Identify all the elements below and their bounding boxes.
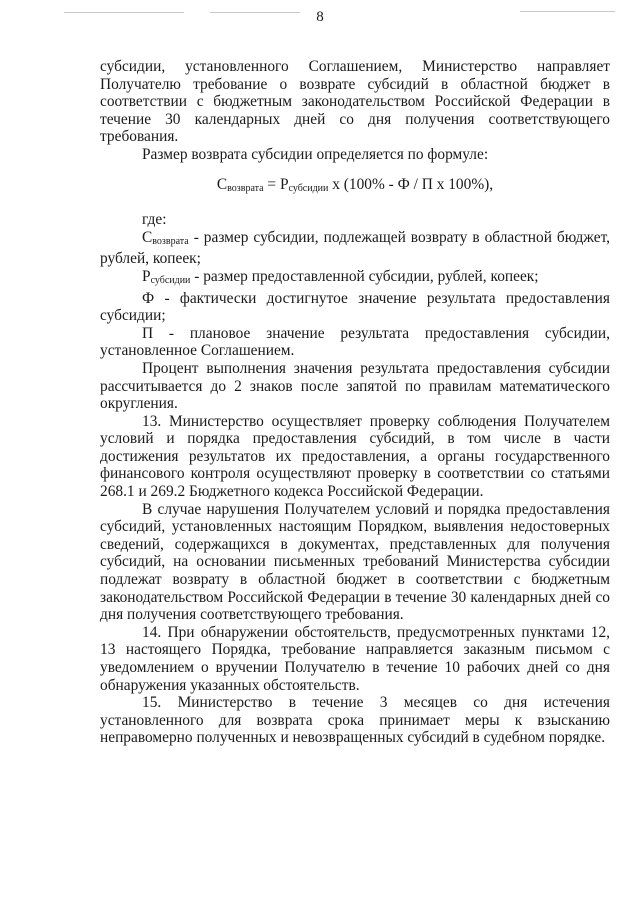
formula-p-subscript: субсидии — [288, 182, 329, 194]
paragraph-return-requirement: субсидии, установленного Соглашением, Министерство направляет Получателю требование о возврате субсидий в областной бюджет в соответствии с бюджетным законодательством Российской Федерации в течение 30 календарных дней со дня получения соответствующего требования. — [100, 58, 610, 146]
definition-f: Ф - фактически достигнутое значение результата предоставления субсидии; — [100, 289, 610, 325]
formula-rest: х (100% - Ф / П х 100%), — [328, 175, 494, 193]
definition-plan: П - плановое значение результата предоставления субсидии, установленное Соглашением. — [100, 324, 610, 360]
definition-p-symbol: Р — [142, 267, 151, 285]
definition-c-subscript: возврата — [152, 235, 189, 247]
formula-lhs-subscript: возврата — [227, 182, 264, 194]
formula-p: Р — [279, 175, 289, 193]
paragraph-violation: В случае нарушения Получателем условий и порядка предоставления субсидий, установленных настоящим Порядком, выявления недостоверных сведений, содержащихся в документах, представленных для получения субсидий, на основании письменных требований Министерства субсидии подлежат возврату в областной бюджет в соответствии с бюджетным законодательством Российской Федерации в течение 30 календарных дней со дня получения соответствующего требования. — [100, 500, 610, 624]
paragraph-percent-calculation: Процент выполнения значения результата предоставления субсидии рассчитывается до 2 знаков после запятой по правилам математического округления. — [100, 359, 610, 413]
formula-equals: = — [263, 175, 280, 193]
definition-c-symbol: С — [142, 228, 153, 246]
paragraph-formula-intro: Размер возврата субсидии определяется по формуле: — [142, 145, 489, 163]
definition-p-subscript: субсидии — [150, 274, 191, 286]
paragraph-14: 14. При обнаружении обстоятельств, предусмотренных пунктами 12, 13 настоящего Порядка, требование направляется заказным письмом с уведомлением о вручении Получателю в течение 10 рабочих дней со дня обнаружения указанных обстоятельств. — [100, 623, 610, 694]
definition-p-text: - размер предоставленной субсидии, рублей, копеек; — [190, 267, 539, 285]
document-body — [100, 58, 610, 747]
return-formula — [100, 176, 610, 198]
formula-lhs: С — [216, 175, 228, 193]
page-number: 8 — [316, 9, 324, 25]
paragraph-13: 13. Министерство осуществляет проверку соблюдения Получателем условий и порядка предоставления субсидий, в том числе в части достижения результатов их предоставления, а органы государственного финансового контроля осуществляют проверку в соответствии со статьями 268.1 и 269.2 Бюджетного кодекса Российской Федерации. — [100, 412, 610, 501]
definition-p — [100, 268, 610, 290]
where-label: где: — [142, 211, 167, 229]
definition-c-text: - размер субсидии, подлежащей возврату в областной бюджет, рублей, копеек; — [100, 228, 610, 268]
definition-c — [100, 229, 610, 268]
paragraph-15: 15. Министерство в течение 3 месяцев со дня истечения установленного для возврата срока принимает меры к взысканию неправомерно полученных и невозвращенных субсидий в судебном порядке. — [100, 694, 610, 747]
